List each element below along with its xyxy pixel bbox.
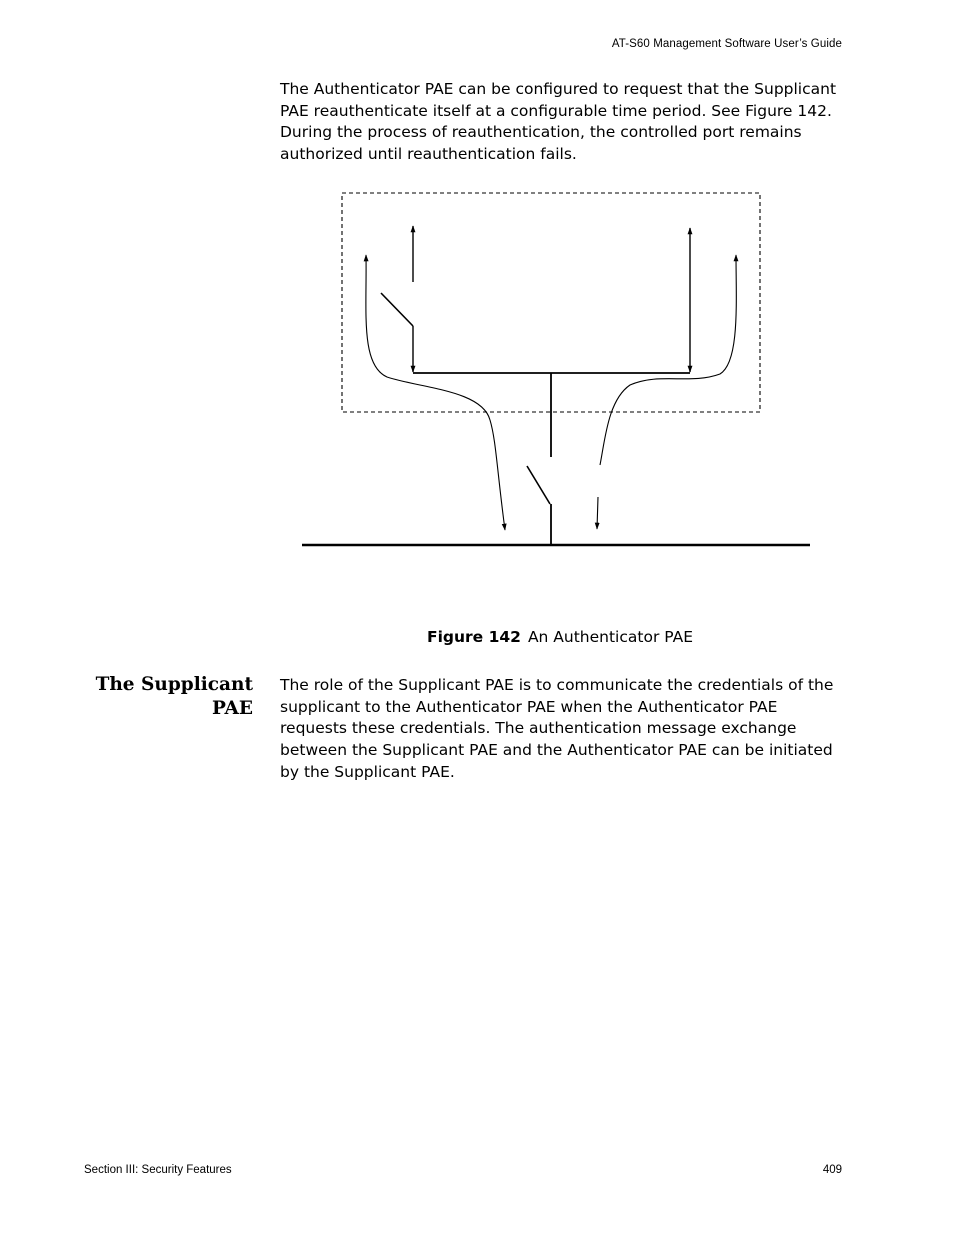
figure-label: Figure 142 [426,628,521,646]
figure-caption [280,628,840,646]
lan-link-switch [527,466,550,504]
section-heading [60,673,253,721]
left-flow-arrow [366,255,505,530]
section-line: by the Supplicant PAE. [280,762,455,781]
right-flow-arrow [600,255,736,465]
footer-section-name: Section III: Security Features [84,1164,232,1176]
section-heading-line: The Supplicant [95,674,253,695]
intro-line: During the process of reauthentication, the controlled port remains [280,123,802,142]
section-heading-line: PAE [211,698,253,719]
intro-line: authorized until reauthentication fails. [280,145,577,164]
controlled-port-switch [381,293,413,326]
section-paragraph [280,675,855,784]
footer-page-number: 409 [822,1164,842,1176]
right-flow-arrow-lower [597,497,598,529]
section-line: between the Supplicant PAE and the Authenticator PAE can be initiated [280,741,833,760]
running-header: AT-S60 Management Software User’s Guide [611,38,842,50]
section-line: supplicant to the Authenticator PAE when the Authenticator PAE [280,697,778,716]
section-line: The role of the Supplicant PAE is to communicate the credentials of the [280,676,834,694]
section-line: requests these credentials. The authentication message exchange [280,719,797,738]
figure-caption-text: An Authenticator PAE [527,628,693,646]
intro-line: The Authenticator PAE can be configured to request that the Supplicant [280,80,837,98]
intro-line: PAE reauthenticate itself at a configurable time period. See Figure 142. [280,101,832,120]
